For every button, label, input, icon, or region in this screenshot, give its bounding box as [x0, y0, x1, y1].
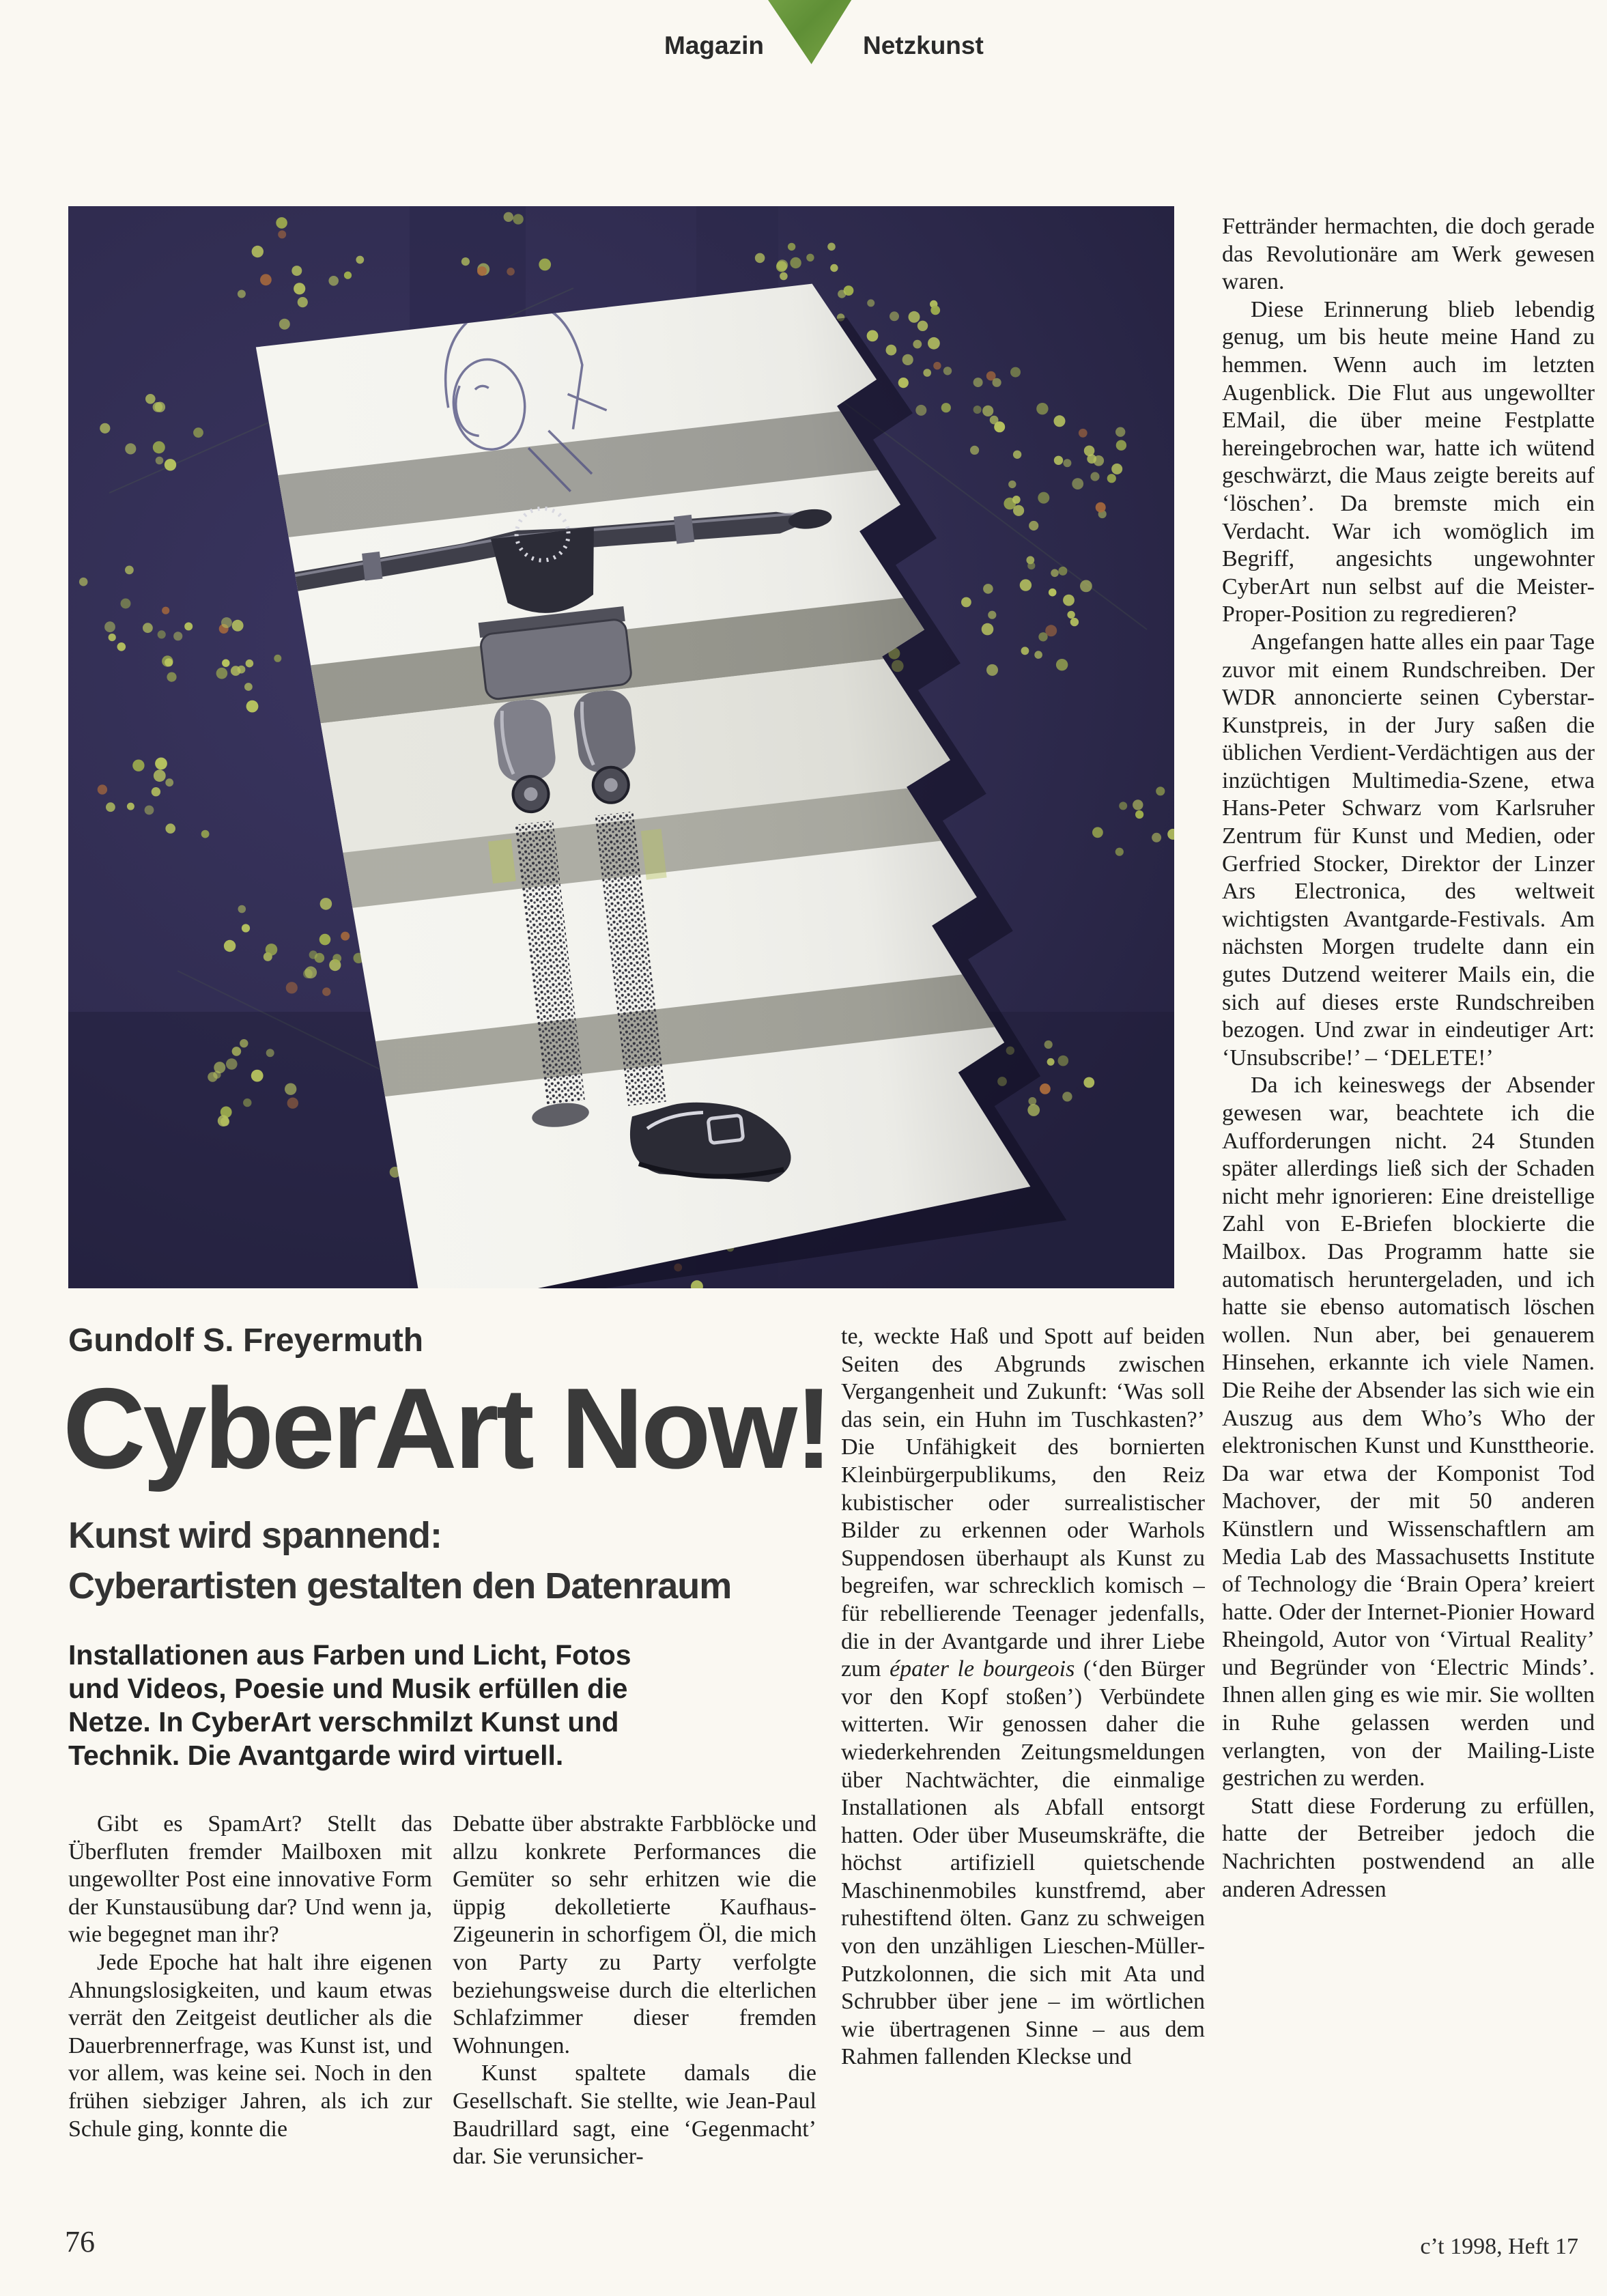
paragraph: Da ich keineswegs der Absender gewesen war, beachtete ich die Aufforderungen nicht. 24 Stunden später allerdings ließ sich der Schaden nicht mehr ignorieren: Eine dreistellige Zahl von E-Briefen blockierte die Mailbox. Das Programm hatte sie automatisch heruntergeladen, und ich hatte sie ebenso automatisch löschen wollen. Nun aber, bei genauerem Hinsehen, erkannte ich viele Namen. Die Reihe der Absender las sich wie ein Auszug aus dem Who’s Who der elektronischen Kunst und Kunsttheorie. Da war etwa der Komponist Tod Machover, der mit 50 anderen Künstlern und Wissenschaftlern am Media Lab des Massachusetts Institute of Technology die ‘Brain Opera’ kreiert hatte. Oder der Internet-Pionier Howard Rheingold, Autor von ‘Virtual Reality’ und Begründer von ‘Electric Minds’. Ihnen allen ging es wie mir. Sie wollten in Ruhe gelassen werden und verlangten, von der Mailing-Liste gestrichen zu werden.: [1222, 1073, 1595, 1791]
paragraph: Statt diese Forderung zu erfüllen, hatte der Betreiber jedoch die Nachrichten postwendend an alle anderen Adressen: [1222, 1793, 1595, 1902]
paragraph: Debatte über abstrakte Farbblöcke und allzu konkrete Performances die Gemüter so sehr erhitzen wie die üppig dekolletierte Kaufhaus-Zigeunerin in schorfigem Öl, die mich von Party zu Party verfolgte beziehungsweise durch die elterlichen Schlafzimmer dieser fremden Wohnungen.: [453, 1811, 816, 2058]
paragraph: Gibt es SpamArt? Stellt das Überfluten fremder Mailboxen mit ungewollter Post eine innovative Form der Kunstausübung dar? Und wenn ja, wie begegnet man ihr?: [68, 1811, 432, 1948]
paragraph: te, weckte Haß und Spott auf beiden Seiten des Abgrunds zwischen Vergangenheit und Zukunft: ‘Was soll das sein, ein Huhn im Tuschkasten?’ Die Unfähigkeit des bornierten Kleinbürgerpublikums, den Reiz kubistischer oder surrealistischer Bilder zu erkennen oder Warhols Suppendosen überhaupt als Kunst zu begreifen, war schrecklich komisch – für rebellierende Teenager jedenfalls, die in der Avantgarde und ihrer Liebe zum épater le bourgeois (‘den Bürger vor den Kopf stoßen’) Verbündete witterten. Wir genossen daher die wiederkehrenden Zeitungsmeldungen über Nachtwächter, die einmalige Installationen als Abfall entsorgt hatten. Oder über Museumskräfte, die höchst artifiziell quietschende Maschinenmobiles kunstfremd, aber ruhestiftend ölten. Ganz zu schweigen von den unzähligen Lieschen-Müller-Putzkolonnen, die sich mit Ata und Schrubber über jene – im wörtlichen wie übertragenen Sinne – aus dem Rahmen fallenden Kleckse und: [841, 1324, 1205, 2070]
lead-paragraph: Installationen aus Farben und Licht, Fotos und Videos, Poesie und Musik erfüllen die Netze. In CyberArt verschmilzt Kunst und Technik. Die Avantgarde wird virtuell.: [68, 1639, 631, 1771]
paragraph: Fettränder hermachten, die doch gerade das Revolutionäre am Werk gewesen waren.: [1222, 214, 1595, 295]
paragraph: Angefangen hatte alles ein paar Tage zuvor mit einem Rundschreiben. Der WDR annoncierte seinen Cyberstar-Kunstpreis, in der Jury saßen die üblichen Verdient-Verdächtigen aus der inzüchtigen Multimedia-Szene, etwa Hans-Peter Schwarz vom Karlsruher Zentrum für Kunst und Medien, oder Gerfried Stocker, Direktor der Linzer Ars Electronica, des weltweit wichtigsten Avantgarde-Festivals. Am nächsten Morgen trudelte dann ein gutes Dutzend weiterer Mails ein, die sich auf dieses erste Rundschreiben bezogen. Und zwar in eindeutiger Art: ‘Unsubscribe!’ – ‘DELETE!’: [1222, 629, 1595, 1071]
cyberart-illustration: [68, 206, 1174, 1288]
body-column-1: [68, 1811, 432, 2207]
subtitle-line-2: Cyberartisten gestalten den Datenraum: [68, 1565, 732, 1606]
header-topic-label: Netzkunst: [863, 31, 984, 59]
article-subtitle: [68, 1510, 731, 1611]
body-column-3: [841, 1323, 1205, 2211]
header-section-label: Magazin: [664, 31, 764, 59]
issue-label: c’t 1998, Heft 17: [1420, 2234, 1578, 2259]
body-column-2: [453, 1811, 816, 2220]
paragraph: Kunst spaltete damals die Gesellschaft. Sie stellte, wie Jean-Paul Baudrillard sagt, eine ‘Gegenmacht’ dar. Sie verunsicher-: [453, 2060, 816, 2170]
paragraph: Jede Epoche hat halt ihre eigenen Ahnungslosigkeiten, und kaum etwas verrät den Zeitgeist deutlicher als die Dauerbrennerfrage, was Kunst ist, und vor allem, was keine sei. Noch in den frühen siebziger Jahren, als ich zur Schule ging, konnte die: [68, 1949, 432, 2142]
body-column-right: [1222, 213, 1595, 2210]
byline: Gundolf S. Freyermuth: [68, 1322, 424, 1359]
paragraph: Diese Erinnerung blieb lebendig genug, um bis heute meine Hand zu hemmen. Wenn auch im letzten Augenblick. Die Flut aus ungewollter EMail, die über meine Festplatte hereingebrochen war, hatte ich wütend geschwärzt, die Maus zeigte bereits auf ‘löschen’. Da bremste mich ein Verdacht. War ich womöglich im Begriff, angesichts ungewohnter CyberArt nun selbst auf die Meister-Proper-Position zu regredieren?: [1222, 296, 1595, 627]
article-title: CyberArt Now!: [63, 1364, 831, 1492]
subtitle-line-1: Kunst wird spannend:: [68, 1515, 442, 1556]
section-triangle-icon: [765, 0, 854, 64]
page-number: 76: [65, 2225, 95, 2258]
